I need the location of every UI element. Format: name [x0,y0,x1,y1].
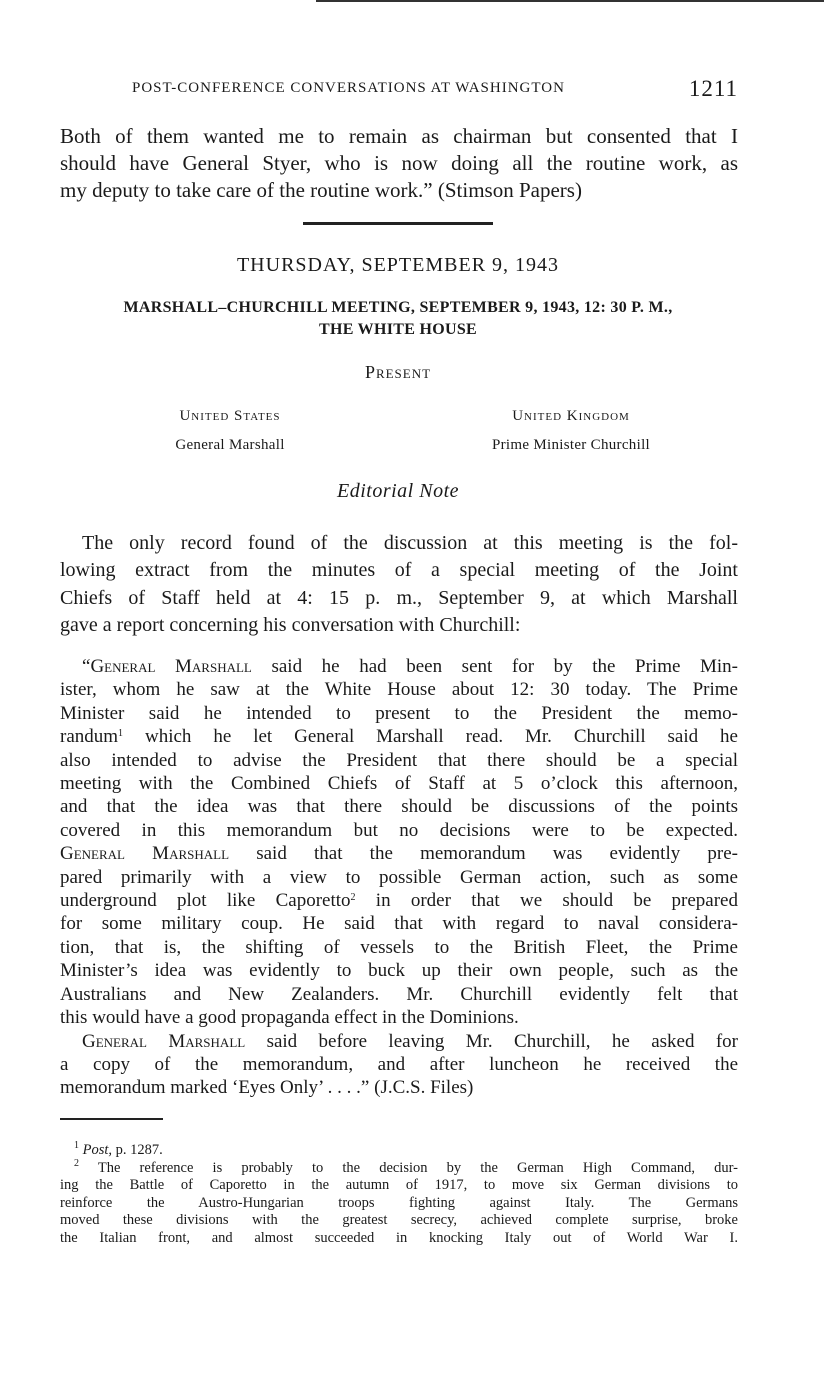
text-line: for some military coup. He said that with regard to naval considera- [60,913,738,935]
present-heading: Present [364,362,432,382]
running-title: POST-CONFERENCE CONVERSATIONS AT WASHINGTON [132,80,565,96]
attendees-uk [446,408,696,454]
attendee-name: General Marshall [175,437,285,453]
attendees-us [130,408,330,454]
text-line: tion, that is, the shifting of vessels to the British Fleet, the Prime [60,936,738,958]
text-fragment: in order that we should be prepared [355,890,738,912]
text-line: gave a report concerning his conversation with Churchill: [60,613,521,636]
quoted-minutes [60,655,738,1100]
text-line: meeting with the Combined Chiefs of Staff at 5 o’clock this afternoon, [60,773,738,795]
intro-paragraph [60,530,738,639]
text-line [60,842,738,865]
text-fragment: p. 1287. [112,1142,163,1158]
footnote-2-line: moved these divisions with the greatest secrecy, achieved complete surprise, broke [60,1212,738,1229]
footnote-ref[interactable]: 1 [118,728,124,740]
text-line: Both of them wanted me to remain as chairman but consented that I [60,124,738,148]
footnotes [60,1142,738,1248]
speaker-name: General Marshall [90,656,252,677]
speaker-name: General Marshall [82,1030,246,1052]
footnote-rule [60,1118,163,1120]
footnote-ref[interactable]: 2 [350,892,356,904]
text-line: Minister said he intended to present to the President the memo- [60,702,738,724]
text-line: memorandum marked ‘Eyes Only’ . . . .” (J.C.S. Files) [60,1077,474,1099]
footnote-italic: Post, [82,1142,113,1158]
meeting-heading-line: MARSHALL–CHURCHILL MEETING, SEPTEMBER 9, 1943, 12: 30 P. M., [123,299,673,316]
country-label: United Kingdom [512,408,630,424]
meeting-heading [60,297,736,341]
text-line [60,889,738,912]
text-line: covered in this memorandum but no decisions were to be expected. [60,819,738,841]
text-line: should have General Styer, who is now doing all the routine work, as [60,151,738,175]
text-line: a copy of the memorandum, and after luncheon he received the [60,1053,738,1075]
text-line [60,1030,738,1053]
text-line: Minister’s idea was evidently to buck up their own people, such as the [60,960,738,982]
country-label: United States [179,408,281,424]
text-line: pared primarily with a view to possible German action, such as some [60,866,738,888]
editorial-note-heading: Editorial Note [337,480,459,502]
text-line: and that the idea was that there should be discussions of the points [60,796,738,818]
text-fragment: The reference is probably to the decision by the German High Command, dur- [97,1159,738,1176]
section-separator [303,222,493,225]
text-fragment: underground plot like Caporetto [60,890,351,912]
text-line: The only record found of the discussion at this meeting is the fol- [82,532,738,554]
footnote-2-line [60,1157,738,1178]
footnote-mark: 2 [74,1157,79,1169]
footnote-mark: 1 [74,1140,79,1151]
footnote-2-line: the Italian front, and almost succeeded in knocking Italy out of World War I. [60,1229,738,1246]
attendee-name: Prime Minister Churchill [491,437,651,453]
text-fragment: which he let General Marshall read. Mr. Churchill said he [123,726,738,748]
speaker-name: General Marshall [60,843,230,865]
text-line: my deputy to take care of the routine work.” (Stimson Papers) [60,178,582,202]
footnote-1 [60,1142,738,1160]
footnote-2-line: ing the Battle of Caporetto in the autumn of 1917, to move six German divisions to [60,1177,738,1194]
text-fragment: said he had been sent for by the Prime Min- [251,656,738,677]
text-fragment: randum [60,726,119,748]
open-quote: “ [82,656,91,677]
text-fragment: said that the memorandum was evidently pre- [229,843,738,865]
text-line [60,655,738,678]
text-line: also intended to advise the President that there should be a special [60,749,738,771]
text-fragment: said before leaving Mr. Churchill, he asked for [245,1030,738,1052]
text-line [60,725,738,748]
opening-paragraph [60,123,738,204]
text-line: lowing extract from the minutes of a special meeting of the Joint [60,559,738,582]
text-line: Chiefs of Staff held at 4: 15 p. m., September 9, at which Marshall [60,586,738,609]
page-number: 1211 [688,76,738,101]
text-line: this would have a good propaganda effect in the Dominions. [60,1007,519,1029]
footnote-2-line: reinforce the Austro-Hungarian troops fighting against Italy. The Germans [60,1194,738,1211]
text-line: Australians and New Zealanders. Mr. Churchill evidently felt that [60,983,738,1005]
text-line: ister, whom he saw at the White House about 12: 30 today. The Prime [60,679,738,701]
top-rule [316,0,824,2]
date-heading: THURSDAY, SEPTEMBER 9, 1943 [236,254,560,276]
meeting-heading-line: THE WHITE HOUSE [318,321,478,338]
